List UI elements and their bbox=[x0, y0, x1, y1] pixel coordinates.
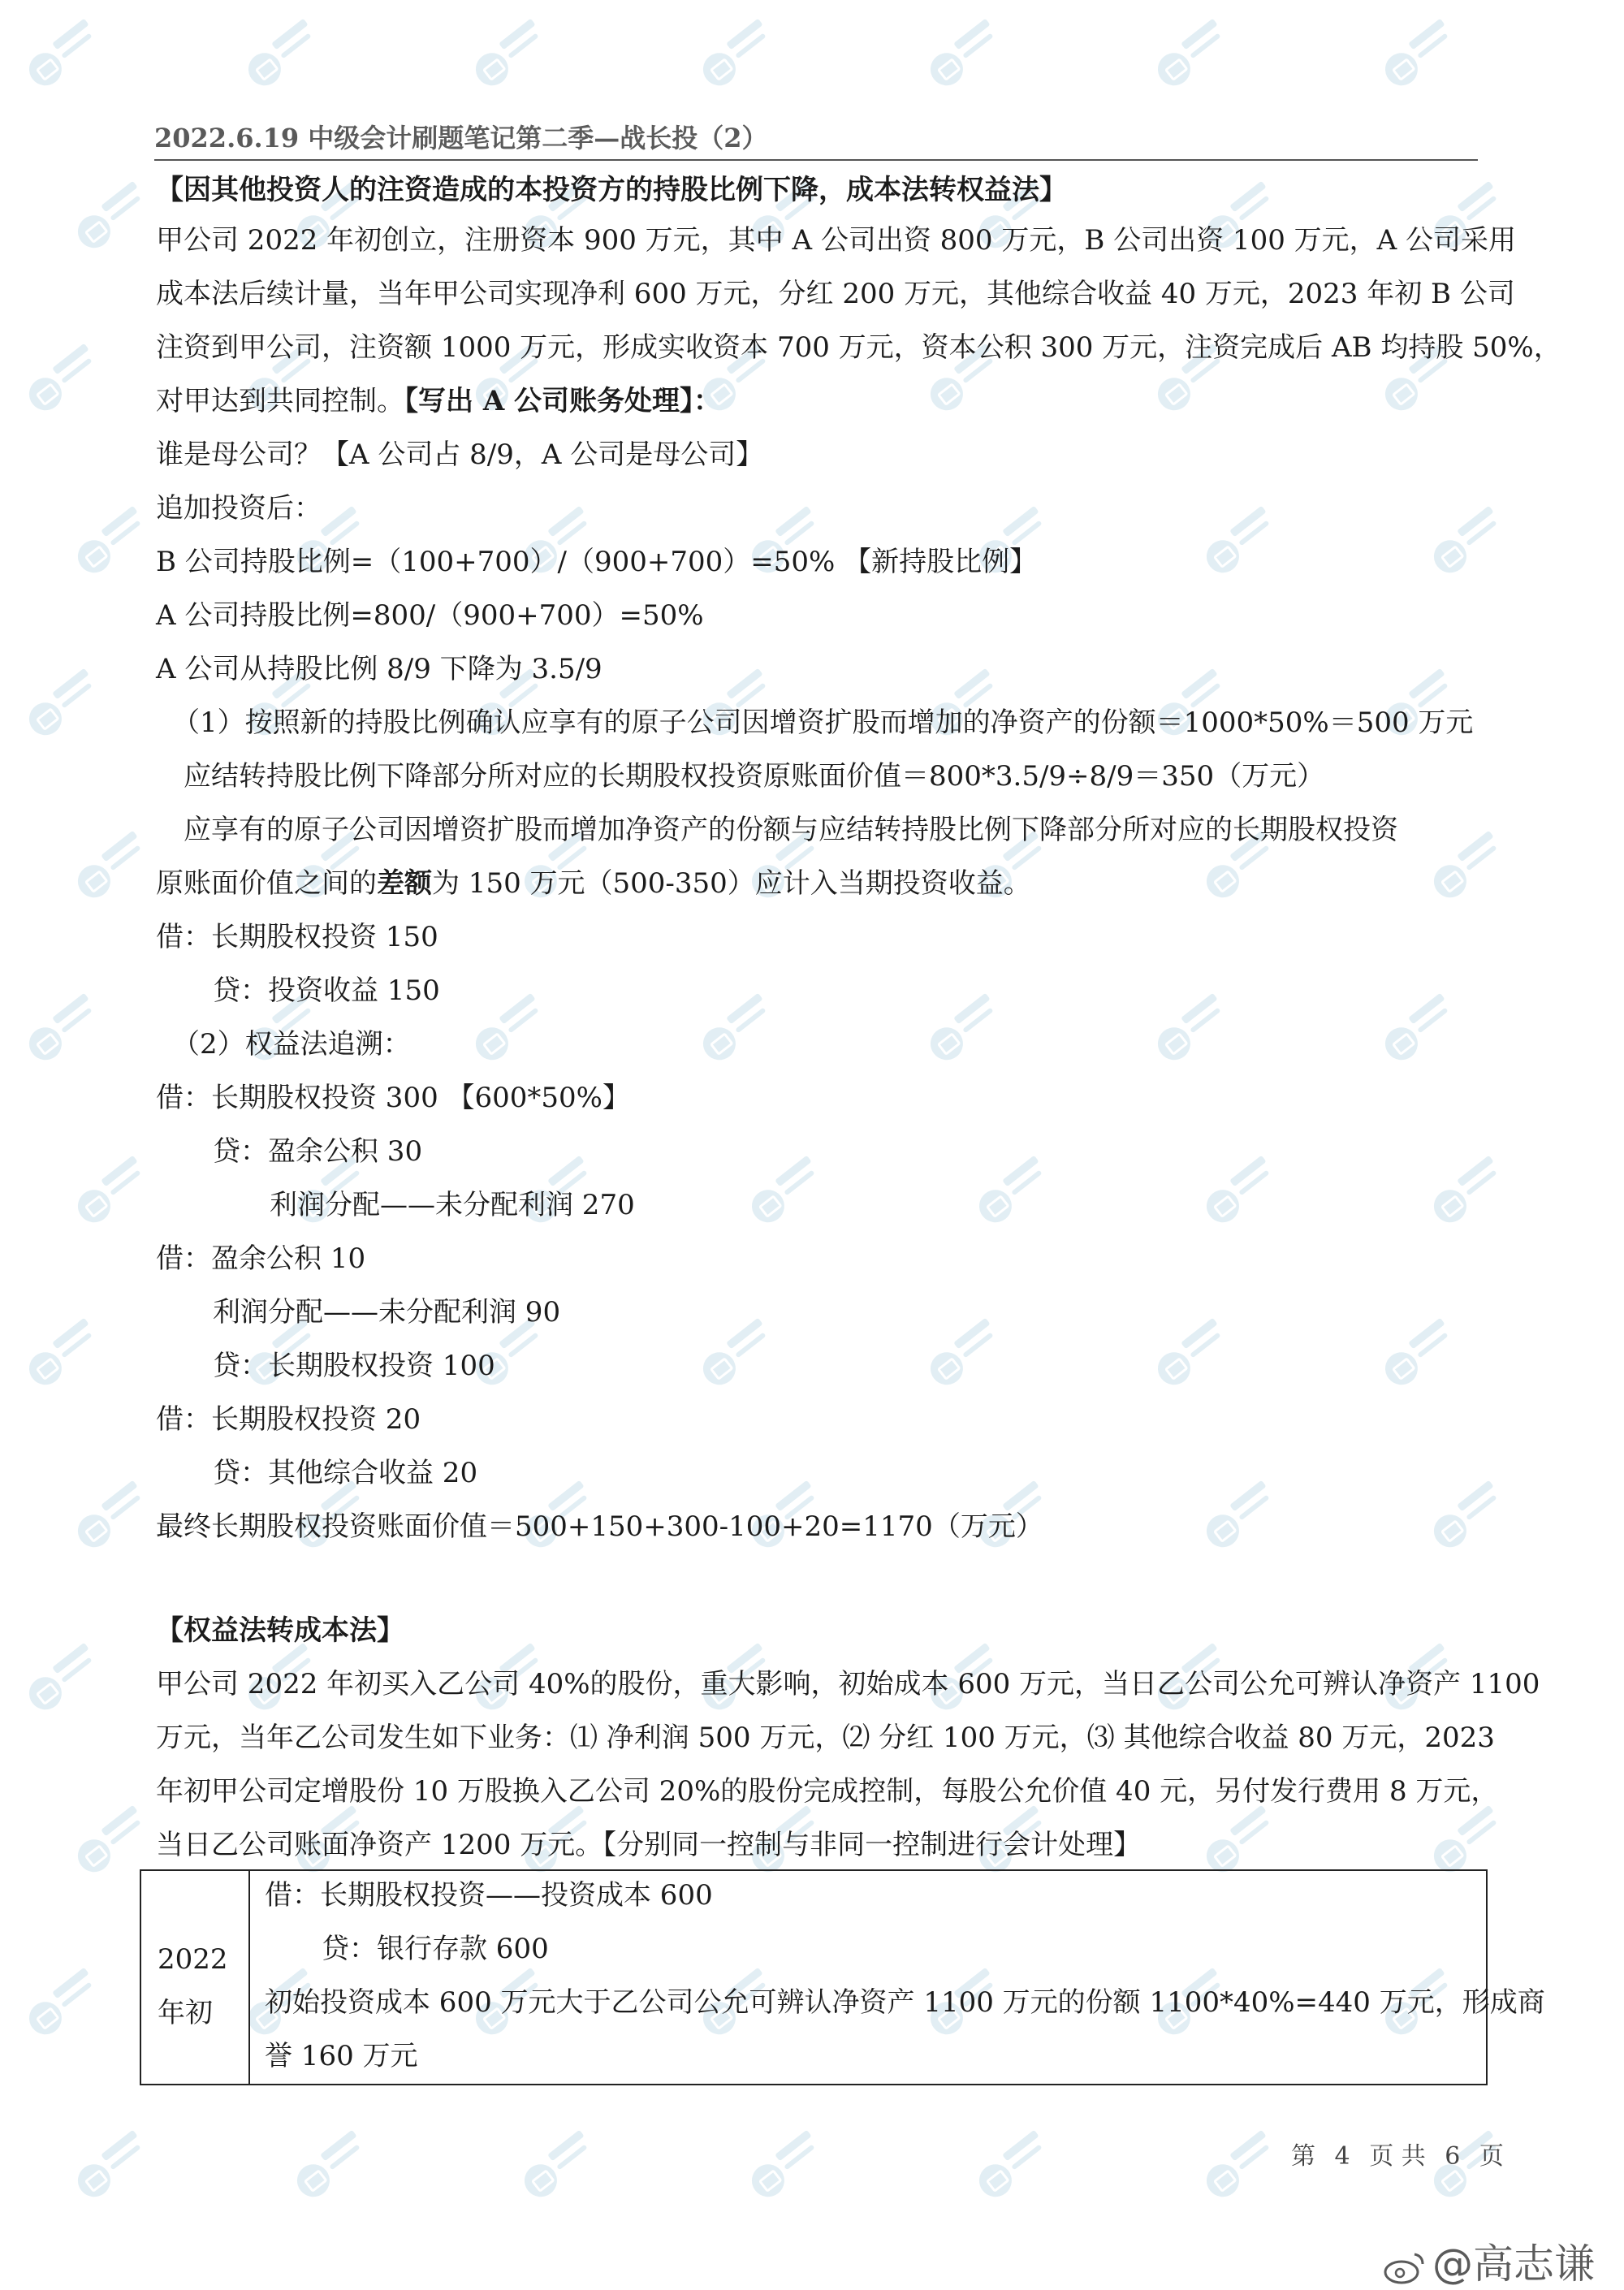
b-ratio: B 公司持股比例=（100+700）/（900+700）=50% 【新持股比例】 bbox=[156, 546, 1038, 578]
entry-7: 利润分配——未分配利润 90 bbox=[213, 1296, 561, 1329]
watermark-logo-icon bbox=[1147, 987, 1237, 1071]
watermark-logo-icon bbox=[693, 987, 782, 1071]
watermark-logo-icon bbox=[969, 2124, 1058, 2208]
entry-4: 贷：盈余公积 30 bbox=[213, 1135, 423, 1168]
entry-5: 利润分配——未分配利润 270 bbox=[270, 1189, 635, 1221]
watermark-logo-icon bbox=[19, 1312, 108, 1396]
point-1: （1）按照新的持股比例确认应享有的原子公司因增资扩股而增加的净资产的份额＝1000*50%＝500 万元 bbox=[172, 706, 1474, 739]
watermark-logo-icon bbox=[1196, 500, 1285, 584]
watermark-logo-icon bbox=[1196, 1475, 1285, 1558]
section2-line-1: 甲公司 2022 年初买入乙公司 40%的股份，重大影响，初始成本 600 万元，当日乙公司公允可辨认净资产 1100 bbox=[156, 1668, 1540, 1700]
header-title: 2022.6.19 中级会计刷题笔记第二季—战长投（2） bbox=[154, 123, 768, 153]
difference-word: 差额 bbox=[377, 867, 432, 900]
watermark-logo-icon bbox=[1196, 1150, 1285, 1234]
point-1d bbox=[156, 866, 1031, 901]
final-value: 最终长期股权投资账面价值＝500+150+300-100+20=1170（万元） bbox=[156, 1510, 1043, 1543]
after-investment-label: 追加投资后： bbox=[156, 492, 322, 525]
point-1c: 应享有的原子公司因增资扩股而增加净资产的份额与应结转持股比例下降部分所对应的长期股权投资 bbox=[184, 814, 1398, 846]
table-year bbox=[158, 1933, 228, 2040]
section2-line-3: 年初甲公司定增股份 10 万股换入乙公司 20%的股份完成控制，每股公允价值 40 元，另付发行费用 8 万元， bbox=[156, 1775, 1499, 1808]
page-number: 4 bbox=[1334, 2142, 1350, 2171]
watermark-logo-icon bbox=[1375, 987, 1464, 1071]
section2-line-4: 当日乙公司账面净资产 1200 万元。【分别同一控制与非同一控制进行会计处理】 bbox=[156, 1829, 1142, 1861]
footer-label-b: 页 共 bbox=[1369, 2142, 1426, 2171]
watermark-logo-icon bbox=[1375, 1312, 1464, 1396]
watermark-logo-icon bbox=[1423, 825, 1513, 909]
section2-heading: 【权益法转成本法】 bbox=[156, 1614, 404, 1647]
watermark-logo-icon bbox=[19, 338, 108, 421]
line4-text: 对甲达到共同控制。 bbox=[156, 385, 404, 417]
entry-10: 贷：其他综合收益 20 bbox=[213, 1457, 478, 1489]
table-row-4: 誉 160 万元 bbox=[265, 2040, 418, 2072]
watermark-logo-icon bbox=[465, 13, 555, 97]
watermark-logo-icon bbox=[1147, 13, 1237, 97]
watermark-logo-icon bbox=[67, 500, 157, 584]
parent-question: 谁是母公司？【A 公司占 8/9，A 公司是母公司】 bbox=[156, 439, 764, 471]
watermark-logo-icon bbox=[19, 1637, 108, 1721]
entry-8: 贷：长期股权投资 100 bbox=[213, 1350, 495, 1382]
footer-label-c: 页 bbox=[1479, 2142, 1504, 2171]
a-drop: A 公司从持股比例 8/9 下降为 3.5/9 bbox=[156, 653, 603, 685]
point-1d-a: 原账面价值之间的 bbox=[156, 867, 377, 900]
section1-line-2: 成本法后续计量，当年甲公司实现净利 600 万元，分红 200 万元，其他综合收益 40 万元，2023 年初 B 公司 bbox=[156, 278, 1515, 310]
watermark-logo-icon bbox=[920, 13, 1009, 97]
watermark-logo-icon bbox=[741, 2124, 831, 2208]
watermark-logo-icon bbox=[19, 987, 108, 1071]
watermark-logo-icon bbox=[238, 13, 327, 97]
watermark-logo-icon bbox=[1375, 13, 1464, 97]
entry-2: 贷：投资收益 150 bbox=[213, 974, 440, 1007]
weibo-icon bbox=[1382, 2249, 1427, 2285]
watermark-logo-icon bbox=[1423, 1150, 1513, 1234]
watermark-logo-icon bbox=[1423, 500, 1513, 584]
line4-task: 【写出 A 公司账务处理】： bbox=[404, 385, 722, 417]
a-ratio: A 公司持股比例=800/（900+700）=50% bbox=[156, 599, 704, 632]
section1-line-1: 甲公司 2022 年初创立，注册资本 900 万元，其中 A 公司出资 800 万元，B 公司出资 100 万元，A 公司采用 bbox=[156, 224, 1516, 257]
watermark-logo-icon bbox=[465, 987, 555, 1071]
point-1b: 应结转持股比例下降部分所对应的长期股权投资原账面价值＝800*3.5/9÷8/9＝350（万元） bbox=[184, 760, 1325, 793]
watermark-logo-icon bbox=[920, 987, 1009, 1071]
watermark-logo-icon bbox=[19, 663, 108, 746]
watermark-logo-icon bbox=[514, 2124, 603, 2208]
table-row-2: 贷：银行存款 600 bbox=[322, 1933, 549, 1965]
page-total: 6 bbox=[1445, 2142, 1461, 2171]
entry-1: 借：长期股权投资 150 bbox=[156, 921, 438, 953]
watermark-logo-icon bbox=[67, 2124, 157, 2208]
section1-heading: 【因其他投资人的注资造成的本投资方的持股比例下降，成本法转权益法】 bbox=[156, 174, 1067, 206]
table-year-line2: 年初 bbox=[158, 1997, 213, 2029]
watermark-logo-icon bbox=[67, 1150, 157, 1234]
watermark-logo-icon bbox=[741, 1150, 831, 1234]
entry-6: 借：盈余公积 10 bbox=[156, 1242, 366, 1275]
watermark-logo-icon bbox=[1196, 2124, 1285, 2208]
section1-line-3: 注资到甲公司，注资额 1000 万元，形成实收资本 700 万元，资本公积 300 万元，注资完成后 AB 均持股 50%， bbox=[156, 331, 1561, 364]
table-year-line1: 2022 bbox=[158, 1943, 228, 1976]
watermark-logo-icon bbox=[67, 825, 157, 909]
watermark-logo-icon bbox=[693, 13, 782, 97]
watermark-logo-icon bbox=[19, 1962, 108, 2046]
watermark-logo-icon bbox=[969, 1150, 1058, 1234]
watermark-logo-icon bbox=[1423, 1475, 1513, 1558]
entry-3: 借：长期股权投资 300 【600*50%】 bbox=[156, 1082, 630, 1114]
weibo-watermark bbox=[1382, 2232, 1595, 2290]
point-2: （2）权益法追溯： bbox=[172, 1028, 411, 1061]
section1-line-4 bbox=[156, 383, 721, 419]
watermark-logo-icon bbox=[693, 1312, 782, 1396]
watermark-logo-icon bbox=[67, 175, 157, 259]
section2-line-2: 万元，当年乙公司发生如下业务：⑴ 净利润 500 万元，⑵ 分红 100 万元，⑶ 其他综合收益 80 万元，2023 bbox=[156, 1722, 1495, 1754]
page-footer bbox=[1291, 2136, 1504, 2171]
weibo-name: 高志谦 bbox=[1473, 2240, 1595, 2288]
watermark-logo-icon bbox=[287, 2124, 376, 2208]
journal-table bbox=[140, 1869, 1545, 2085]
table-year-cell bbox=[141, 1871, 250, 2084]
watermark-logo-icon bbox=[920, 1312, 1009, 1396]
watermark-logo-icon bbox=[67, 1475, 157, 1558]
footer-label-a: 第 bbox=[1291, 2142, 1315, 2171]
page-header bbox=[154, 120, 1478, 161]
weibo-at: @ bbox=[1432, 2240, 1473, 2288]
watermark-logo-icon bbox=[19, 13, 108, 97]
table-row-3: 初始投资成本 600 万元大于乙公司公允可辨认净资产 1100 万元的份额 1100*40%=440 万元，形成商 bbox=[265, 1986, 1545, 2019]
point-1d-c: 为 150 万元（500-350）应计入当期投资收益。 bbox=[432, 867, 1031, 900]
watermark-logo-icon bbox=[1147, 1312, 1237, 1396]
table-row-1: 借：长期股权投资——投资成本 600 bbox=[265, 1879, 713, 1912]
entry-9: 借：长期股权投资 20 bbox=[156, 1403, 421, 1436]
